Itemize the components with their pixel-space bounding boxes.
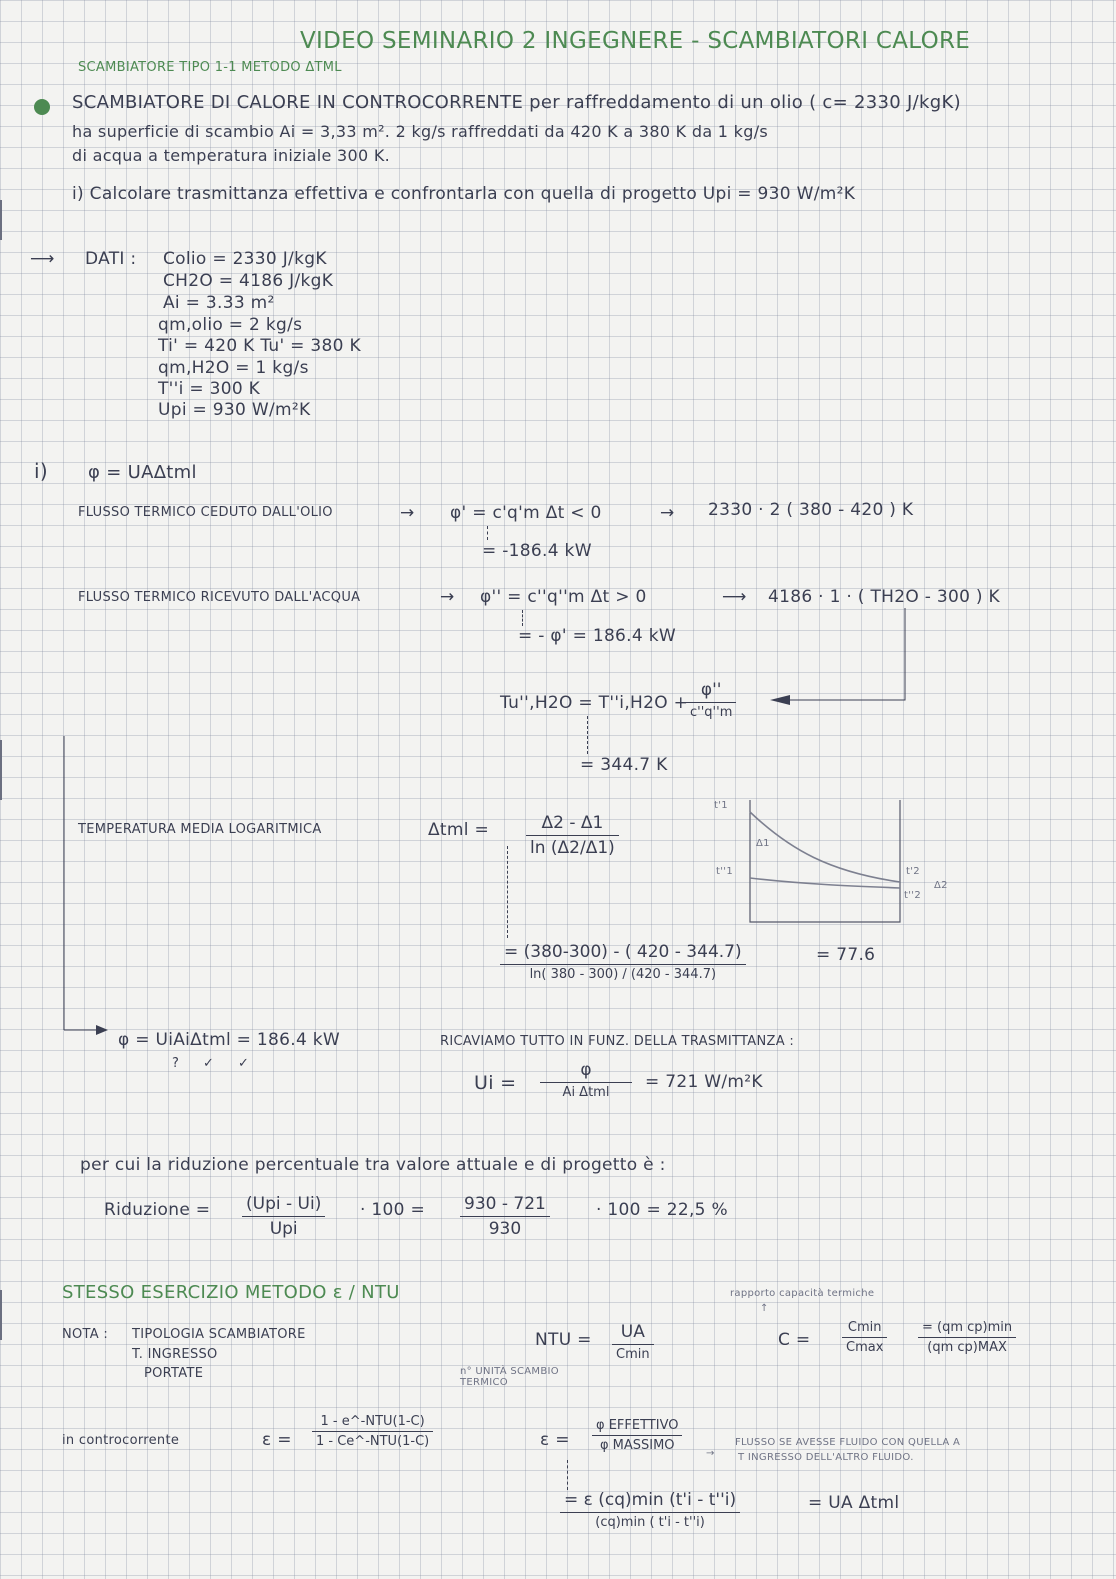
ntu-note: n° UNITÀ SCAMBIO TERMICO	[460, 1366, 559, 1388]
arrow-icon: ⟶	[722, 587, 747, 607]
fraction-bar	[612, 1344, 654, 1345]
riduzione-lhs: Riduzione =	[104, 1200, 211, 1220]
dati-item: Upi = 930 W/m²K	[158, 400, 311, 420]
graph-axes	[750, 800, 900, 922]
graph-cold-curve	[750, 878, 900, 888]
tml-label: TEMPERATURA MEDIA LOGARITMICA	[78, 822, 322, 837]
tml-lhs: Δtml =	[428, 820, 490, 840]
fraction-bar	[842, 1337, 887, 1338]
eps3-result: = UA Δtml	[808, 1493, 900, 1513]
c-note: rapporto capacità termiche	[730, 1288, 875, 1299]
dati-item: Ai = 3.33 m²	[163, 293, 275, 313]
arrow-icon: →	[706, 1448, 715, 1459]
fraction-bar	[242, 1216, 325, 1217]
dati-arrow-icon: ⟶	[30, 249, 55, 269]
arrow-icon: →	[660, 503, 675, 523]
fraction-bar	[560, 1512, 740, 1513]
riduzione-numerator-2: 930 - 721	[464, 1194, 546, 1214]
c-lhs: C =	[778, 1330, 811, 1350]
nota-line: TIPOLOGIA SCAMBIATORE	[132, 1327, 306, 1342]
dati-item: qm,olio = 2 kg/s	[158, 315, 303, 335]
ui-lhs: Ui =	[474, 1072, 517, 1094]
dati-label: DATI :	[85, 249, 137, 269]
eps-denominator: 1 - Ce^-NTU(1-C)	[316, 1434, 430, 1449]
ricavo-label: RICAVIAMO TUTTO IN FUNZ. DELLA TRASMITTANZA :	[440, 1034, 795, 1049]
riduzione-result: · 100 = 22,5 %	[596, 1200, 728, 1220]
flusso-ricevuto-label: FLUSSO TERMICO RICEVUTO DALL'ACQUA	[78, 590, 361, 605]
arrow-head-icon	[770, 695, 790, 705]
c-numerator-2: = (qm cp)min	[922, 1320, 1013, 1335]
eps3-numerator: = ε (cq)min (t'i - t''i)	[564, 1490, 737, 1510]
eps-fraction	[312, 1414, 433, 1449]
arrow-icon: →	[440, 587, 455, 607]
fraction-bar	[460, 1216, 550, 1217]
riduzione-mid: · 100 =	[360, 1200, 426, 1220]
fraction-bar	[312, 1431, 433, 1432]
nota-line: PORTATE	[144, 1366, 204, 1381]
eps-lhs: ε =	[262, 1430, 292, 1450]
eps2-numerator: φ EFFETTIVO	[596, 1418, 679, 1433]
c-denominator-2: (qm cp)MAX	[927, 1340, 1007, 1355]
riduzione-denominator-1: Upi	[269, 1219, 298, 1239]
problem-question: i) Calcolare trasmittanza effettiva e confrontarla con quella di progetto Upi = 930 W/m²K	[72, 184, 856, 204]
fraction-bar	[918, 1337, 1016, 1338]
tml-denominator: ln (Δ2/Δ1)	[530, 838, 615, 858]
riduzione-denominator-2: 930	[488, 1219, 522, 1239]
ntu-fraction	[612, 1322, 654, 1362]
graph-label-t2p: t'2	[906, 866, 920, 877]
eps2-denominator: φ MASSIMO	[599, 1438, 675, 1453]
ntu-section-title: STESSO ESERCIZIO METODO ε / NTU	[62, 1282, 400, 1303]
flusso-ceduto-result: = -186.4 kW	[482, 541, 592, 561]
flusso-ricevuto-result: = - φ' = 186.4 kW	[518, 626, 676, 646]
dashed-connector	[567, 1460, 568, 1490]
fraction-bar	[592, 1435, 682, 1436]
c-fraction	[842, 1320, 887, 1355]
ui-result: = 721 W/m²K	[645, 1072, 763, 1092]
phi-equation: φ = UiAiΔtml = 186.4 kW	[118, 1030, 341, 1050]
graph-label-delta1: Δ1	[756, 838, 770, 849]
tml-result: = 77.6	[816, 945, 876, 965]
riduzione-fraction-1	[242, 1194, 325, 1239]
tu-equation-lhs: Tu'',H2O = T''i,H2O +	[500, 693, 689, 713]
phi-marks: ? ✓ ✓	[172, 1056, 259, 1071]
problem-line-3: di acqua a temperatura iniziale 300 K.	[72, 146, 390, 165]
page-title: VIDEO SEMINARIO 2 INGEGNERE - SCAMBIATORI CALORE	[300, 28, 971, 54]
graph-label-t2pp: t''2	[904, 890, 921, 901]
ui-denominator: Ai Δtml	[562, 1085, 610, 1100]
eps2-lhs: ε =	[540, 1430, 570, 1450]
eps3-denominator: (cq)min ( t'i - t''i)	[595, 1515, 705, 1530]
ntu-lhs: NTU =	[535, 1330, 592, 1350]
graph-label-t1pp: t''1	[716, 866, 733, 877]
problem-line-2: ha superficie di scambio Ai = 3,33 m². 2 kg/s raffreddati da 420 K a 380 K da 1 kg/s	[72, 122, 769, 141]
flusso-ricevuto-calc: 4186 · 1 · ( TH2O - 300 ) K	[768, 587, 1000, 607]
problem-line-1: SCAMBIATORE DI CALORE IN CONTROCORRENTE per raffreddamento di un olio ( c= 2330 J/kgK)	[72, 92, 961, 113]
arrow-head-icon	[96, 1025, 108, 1035]
nota-label: NOTA :	[62, 1327, 109, 1342]
ui-fraction	[540, 1060, 632, 1100]
graph-label-t1p: t'1	[714, 800, 728, 811]
flusso-ceduto-calc: 2330 · 2 ( 380 - 420 ) K	[708, 500, 914, 520]
graph-hot-curve	[750, 812, 900, 882]
eps2-note-line-2: T INGRESSO DELL'ALTRO FLUIDO.	[738, 1452, 914, 1463]
nota-line: T. INGRESSO	[132, 1347, 218, 1362]
tu-result: = 344.7 K	[580, 755, 668, 775]
step-i-formula: φ = UAΔtml	[88, 462, 197, 483]
tml-calc-denominator: ln( 380 - 300) / (420 - 344.7)	[529, 967, 717, 982]
arrow-icon: →	[400, 503, 415, 523]
eps3-fraction	[560, 1490, 740, 1530]
eps-numerator: 1 - e^-NTU(1-C)	[320, 1414, 425, 1429]
page-subtitle: SCAMBIATORE TIPO 1-1 METODO ΔTML	[78, 60, 342, 75]
ntu-numerator: UA	[620, 1322, 645, 1342]
tu-denominator: c''q''m	[690, 705, 733, 720]
dati-item: T''i = 300 K	[158, 379, 261, 399]
dati-item: Ti' = 420 K Tu' = 380 K	[158, 336, 361, 356]
fraction-bar	[540, 1082, 632, 1083]
eps2-note-line-1: FLUSSO SE AVESSE FLUIDO CON QUELLA A	[735, 1437, 961, 1448]
dati-item: Colio = 2330 J/kgK	[163, 249, 327, 269]
flusso-ricevuto-eq: φ'' = c''q''m Δt > 0	[480, 587, 647, 607]
ui-numerator: φ	[580, 1060, 592, 1080]
c-numerator: Cmin	[847, 1320, 882, 1335]
controcorrente-label: in controcorrente	[62, 1433, 180, 1448]
step-i-label: i)	[34, 459, 48, 483]
connector-line	[790, 608, 905, 700]
c-fraction-2	[918, 1320, 1016, 1355]
ntu-denominator: Cmin	[616, 1347, 650, 1362]
tml-numerator: Δ2 - Δ1	[541, 813, 604, 833]
tu-numerator: φ''	[700, 680, 722, 700]
flusso-ceduto-eq: φ' = c'q'm Δt < 0	[450, 503, 602, 523]
graph-label-delta2: Δ2	[934, 880, 948, 891]
dati-item: qm,H2O = 1 kg/s	[158, 358, 309, 378]
riduzione-text: per cui la riduzione percentuale tra valore attuale e di progetto è :	[80, 1155, 666, 1175]
riduzione-numerator-1: (Upi - Ui)	[246, 1194, 322, 1214]
riduzione-fraction-2	[460, 1194, 550, 1239]
c-denominator: Cmax	[846, 1340, 884, 1355]
tml-calc-numerator: = (380-300) - ( 420 - 344.7)	[504, 942, 742, 962]
dati-item: CH2O = 4186 J/kgK	[163, 271, 334, 291]
eps2-fraction	[592, 1418, 682, 1453]
flusso-ceduto-label: FLUSSO TERMICO CEDUTO DALL'OLIO	[78, 505, 333, 520]
arrow-up-icon: ↑	[760, 1303, 769, 1314]
